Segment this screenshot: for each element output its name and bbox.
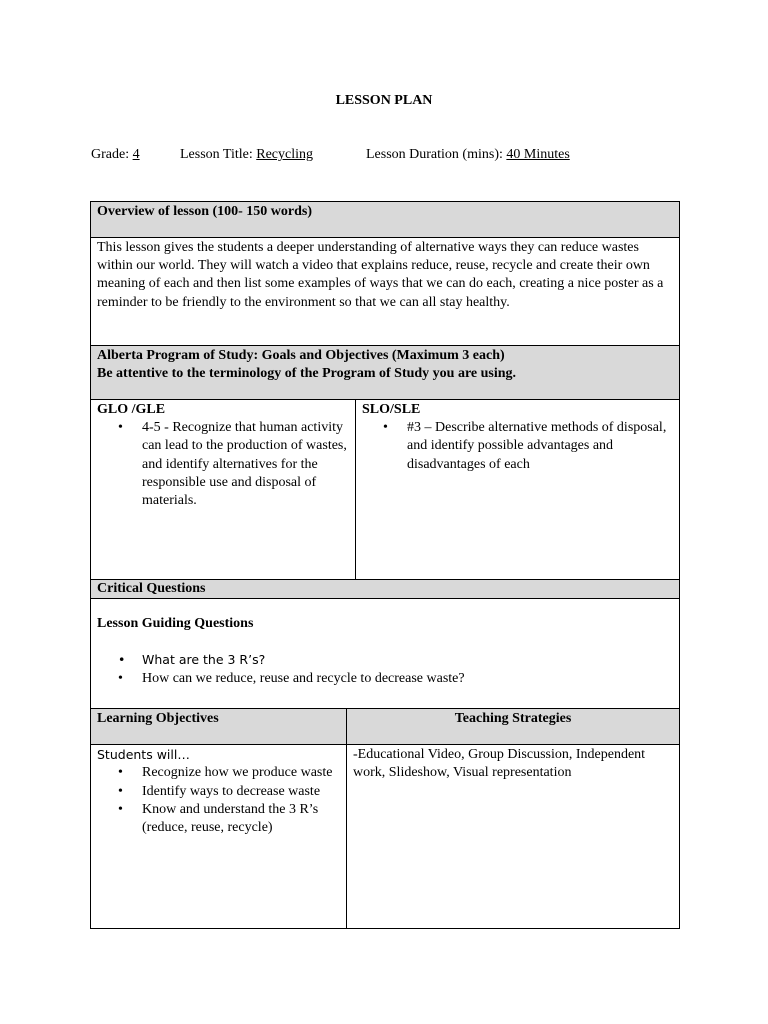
lesson-title-value: Recycling	[256, 147, 314, 162]
slo-list	[362, 419, 673, 474]
grade-value: 4	[132, 147, 140, 162]
objectives-intro: Students will…	[97, 747, 190, 763]
list-item: • Identify ways to decrease waste	[142, 783, 340, 801]
objectives-list	[97, 764, 340, 837]
list-item: • #3 – Describe alternative methods of disposal, and identify possible advantages and disadvantages of each	[407, 419, 673, 474]
guiding-questions-list	[97, 651, 673, 687]
duration-label: Lesson Duration (mins):	[366, 147, 503, 162]
overview-heading: Overview of lesson (100- 150 words)	[91, 202, 680, 238]
grade-field	[91, 147, 140, 163]
glo-heading: GLO /GLE	[97, 402, 166, 417]
teaching-strategies-cell: -Educational Video, Group Discussion, Independent work, Slideshow, Visual representation	[347, 745, 680, 929]
duration-value: 40 Minutes	[506, 147, 570, 162]
learning-objectives-heading: Learning Objectives	[91, 709, 347, 745]
page-title: LESSON PLAN	[335, 93, 433, 108]
overview-text: This lesson gives the students a deeper understanding of alternative ways they can reduce wastes within our world. They will watch a video that explains reduce, reuse, recycle and create their own meaning of each and then list some examples of ways that we can do each, creating a nice poster as a reminder to be friendly to the environment so that we can all stay healthy.	[91, 238, 680, 346]
list-item: • 4-5 - Recognize that human activity can lead to the production of wastes, and identify alternatives for the responsible use and disposal of materials.	[142, 419, 349, 510]
program-of-study-heading	[91, 346, 680, 400]
lesson-title-field	[180, 147, 313, 163]
lesson-plan-table	[90, 201, 680, 929]
list-item: • What are the 3 R’s?	[142, 651, 673, 669]
glo-list	[97, 419, 349, 510]
teaching-strategies-heading: Teaching Strategies	[347, 709, 680, 745]
program-of-study-heading-line1: Alberta Program of Study: Goals and Objectives (Maximum 3 each)	[97, 348, 505, 363]
slo-cell	[356, 400, 680, 580]
guiding-questions-cell	[91, 599, 680, 709]
list-item: • How can we reduce, reuse and recycle to decrease waste?	[142, 670, 673, 688]
grade-label: Grade:	[91, 147, 130, 162]
lesson-title-label: Lesson Title:	[180, 147, 253, 162]
duration-field	[366, 147, 570, 163]
list-item: • Know and understand the 3 R’s (reduce, reuse, recycle)	[142, 801, 340, 837]
guiding-questions-heading: Lesson Guiding Questions	[97, 616, 254, 632]
glo-cell	[91, 400, 356, 580]
list-item: • Recognize how we produce waste	[142, 764, 340, 782]
slo-heading: SLO/SLE	[362, 402, 421, 417]
program-of-study-heading-line2: Be attentive to the terminology of the Program of Study you are using.	[97, 366, 517, 382]
critical-questions-heading: Critical Questions	[91, 580, 680, 599]
learning-objectives-cell	[91, 745, 347, 929]
